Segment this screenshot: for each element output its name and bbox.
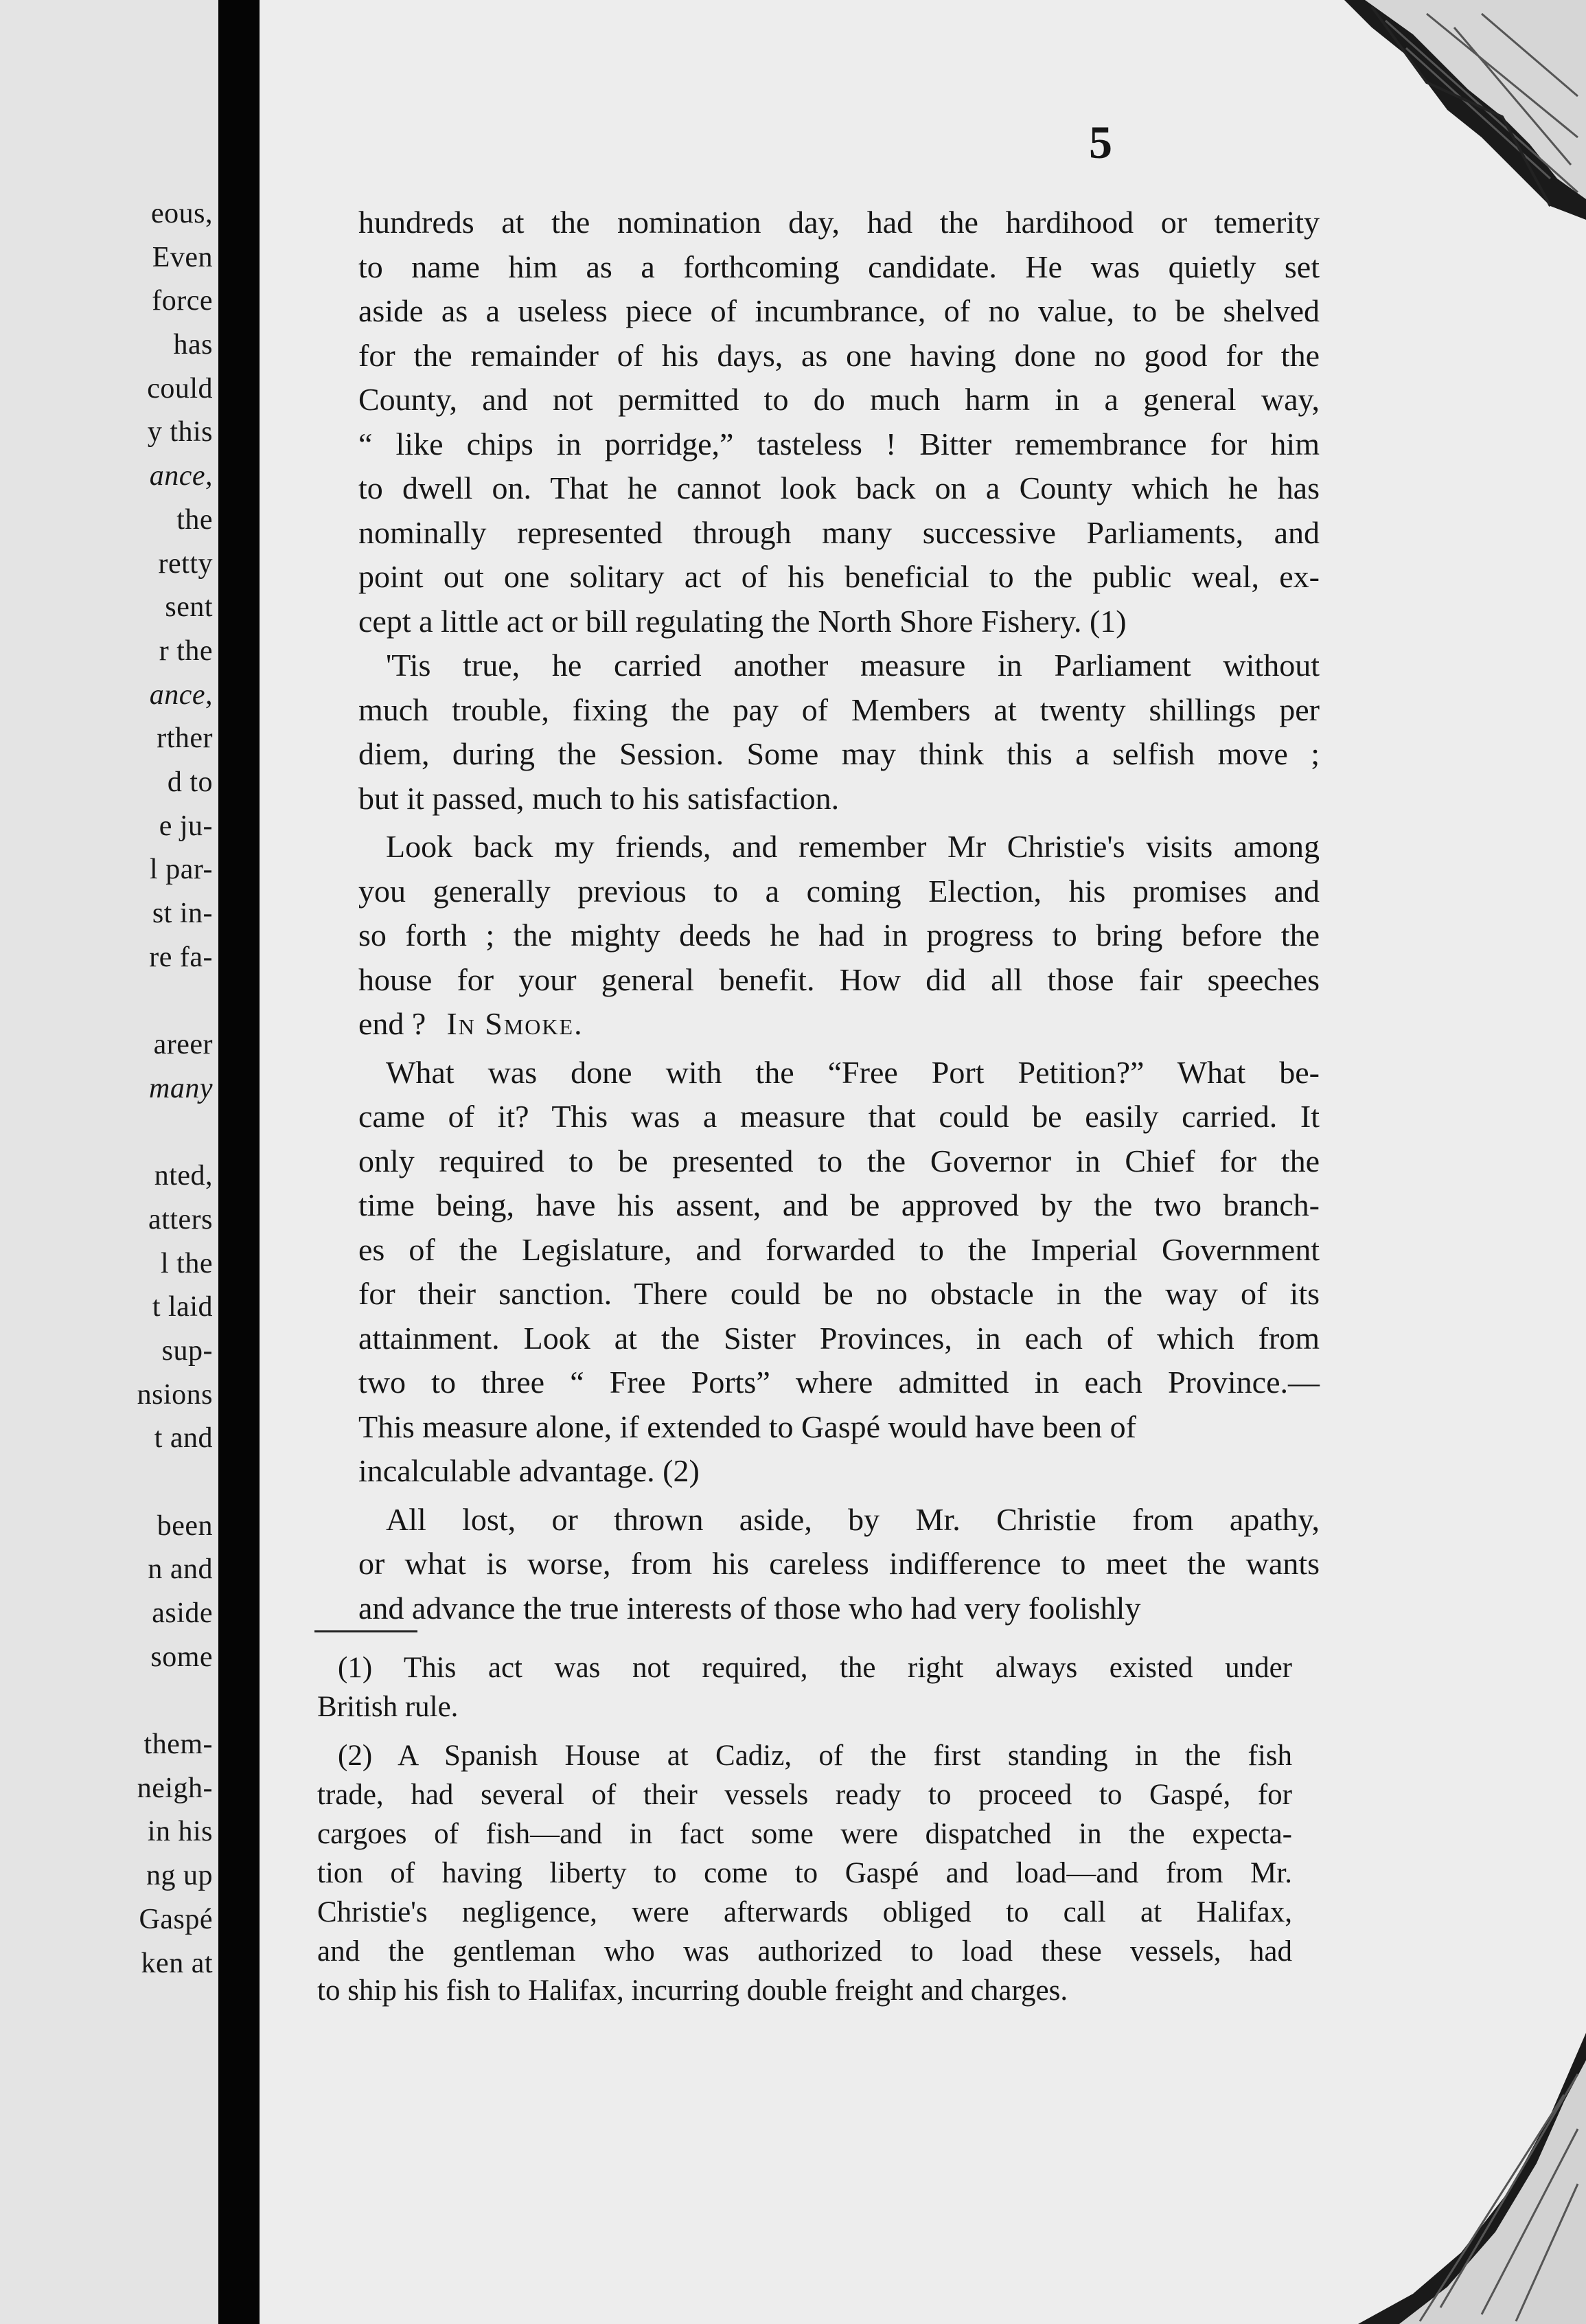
body-line (358, 1002, 1320, 1047)
body-text (358, 201, 1320, 1630)
body-line: time being, have his assent, and be approved by the two branch- (358, 1187, 1320, 1222)
body-line: for the remainder of his days, as one having done no good for the (358, 337, 1320, 373)
body-line: two to three “ Free Ports” where admitted in each Province.— (358, 1365, 1320, 1400)
left-fragment-line: y this (147, 416, 213, 448)
left-fragment-line: e ju- (159, 810, 213, 842)
footnote-rule (314, 1630, 417, 1632)
body-line: only required to be presented to the Governor in Chief for the (358, 1143, 1320, 1178)
left-fragment-line: atters (148, 1203, 213, 1235)
footnote-line: trade, had several of their vessels ready to proceed to Gaspé, for (317, 1779, 1292, 1811)
left-fragment-line: been (157, 1510, 213, 1542)
body-line: to dwell on. That he cannot look back on a County which he has (358, 470, 1320, 505)
footnote-line: British rule. (317, 1691, 459, 1723)
left-fragment-line: r the (159, 635, 213, 667)
left-page-text (137, 192, 213, 1985)
left-fragment-line: neigh- (137, 1772, 213, 1804)
footnote-line: (2) A Spanish House at Cadiz, of the first standing in the fish (338, 1740, 1292, 1772)
left-fragment-line: in his (147, 1816, 213, 1848)
left-fragment-line (137, 1679, 213, 1723)
left-fragment-line: nted, (154, 1160, 213, 1192)
body-line: hundreds at the nomination day, had the hardihood or temerity (358, 205, 1320, 240)
left-fragment-line: t laid (152, 1291, 213, 1323)
body-line: attainment. Look at the Sister Provinces, in each of which from (358, 1320, 1320, 1356)
in-smoke-emphasis: In Smoke. (446, 1006, 584, 1041)
left-fragment-line: many (149, 1072, 213, 1104)
left-fragment-line: l par- (150, 854, 213, 886)
left-fragment-line: has (173, 329, 213, 361)
body-line: diem, during the Session. Some may think this a selfish move ; (358, 736, 1320, 771)
footnote-line: Christie's negligence, were afterwards obliged to call at Halifax, (317, 1896, 1292, 1928)
left-fragment-line (137, 1461, 213, 1505)
body-line-end: end ? (358, 1006, 426, 1041)
footnote-1 (317, 1648, 1292, 1727)
body-line: Look back my friends, and remember Mr Christie's visits among (386, 829, 1320, 864)
body-line: so forth ; the mighty deeds he had in progress to bring before the (358, 918, 1320, 953)
left-fragment-line: l the (161, 1247, 213, 1279)
left-fragment-line: the (176, 503, 213, 536)
body-line: incalculable advantage. (2) (358, 1453, 700, 1488)
left-fragment-line: rther (157, 722, 213, 755)
left-fragment-line: st in- (152, 898, 213, 929)
body-line: nominally represented through many successive Parliaments, and (358, 514, 1320, 550)
footnote-line: to ship his fish to Halifax, incurring double freight and charges. (317, 1974, 1068, 2007)
left-fragment-line: ng up (146, 1860, 213, 1892)
body-line: house for your general benefit. How did all those fair speeches (358, 961, 1320, 997)
body-line: All lost, or thrown aside, by Mr. Christie from apathy, (386, 1501, 1320, 1537)
left-fragment-line: eous, (151, 198, 213, 229)
left-fragment-line: Even (152, 241, 213, 273)
body-line: County, and not permitted to do much harm in a general way, (358, 382, 1320, 417)
footnote-line: tion of having liberty to come to Gaspé and load—and from Mr. (317, 1857, 1292, 1889)
left-fragment-line: t and (154, 1422, 213, 1455)
left-fragment-line: ance, (149, 460, 213, 492)
page-number: 5 (1089, 116, 1112, 168)
body-line: to name him as a forthcoming candidate. He was quietly set (358, 249, 1320, 284)
left-fragment-line (137, 1110, 213, 1154)
body-line: “ like chips in porridge,” tasteless ! Bitter remembrance for him (358, 426, 1320, 462)
left-fragment-line: retty (158, 547, 213, 580)
left-fragment-line (137, 979, 213, 1023)
left-fragment-line: ance, (149, 679, 213, 711)
left-fragment-line: sent (165, 591, 213, 624)
left-fragment-line: nsions (137, 1378, 213, 1411)
footnote-2 (317, 1736, 1292, 2010)
body-line: point out one solitary act of his beneficial to the public weal, ex- (358, 559, 1320, 594)
left-page-fragment (0, 0, 218, 2324)
left-fragment-line: ken at (141, 1947, 213, 1979)
left-fragment-line: force (152, 285, 213, 317)
body-line: 'Tis true, he carried another measure in Parliament without (386, 648, 1320, 683)
body-line: came of it? This was a measure that could be easily carried. It (358, 1099, 1320, 1134)
torn-corner-bottom-right (1358, 2033, 1586, 2324)
left-fragment-line: areer (153, 1029, 213, 1061)
body-line: much trouble, fixing the pay of Members at twenty shillings per (358, 692, 1320, 727)
body-line: es of the Legislature, and forwarded to the Imperial Government (358, 1231, 1320, 1267)
left-fragment-line: could (147, 372, 213, 405)
body-line: for their sanction. There could be no obstacle in the way of its (358, 1276, 1320, 1311)
footnote-line: cargoes of fish—and in fact some were dispatched in the expecta- (317, 1818, 1292, 1850)
body-line: or what is worse, from his careless indifference to meet the wants (358, 1546, 1320, 1581)
left-fragment-line: them- (143, 1729, 213, 1761)
body-line: What was done with the “Free Port Petition?” What be- (386, 1054, 1320, 1090)
footnote-line: (1) This act was not required, the right always existed under (338, 1652, 1292, 1684)
footnote-line: and the gentleman who was authorized to load these vessels, had (317, 1935, 1292, 1968)
left-fragment-line: some (150, 1641, 213, 1673)
body-line: and advance the true interests of those who had very foolishly (358, 1590, 1141, 1626)
body-line: but it passed, much to his satisfaction. (358, 780, 840, 816)
left-fragment-line: aside (152, 1597, 213, 1629)
left-fragment-line: Gaspé (139, 1903, 213, 1935)
torn-corner-top-right (1344, 0, 1586, 220)
body-line: This measure alone, if extended to Gaspé would have been of (358, 1409, 1136, 1444)
footnotes (317, 1648, 1292, 2010)
body-line: you generally previous to a coming Election, his promises and (358, 873, 1320, 909)
left-fragment-line: sup- (161, 1334, 213, 1367)
left-fragment-line: d to (167, 766, 213, 798)
left-fragment-line: re fa- (149, 941, 213, 973)
binding-gutter (218, 0, 260, 2324)
left-fragment-line: n and (148, 1553, 213, 1586)
body-line: cept a little act or bill regulating the North Shore Fishery. (1) (358, 603, 1127, 639)
body-line: aside as a useless piece of incumbrance, of no value, to be shelved (358, 293, 1320, 328)
